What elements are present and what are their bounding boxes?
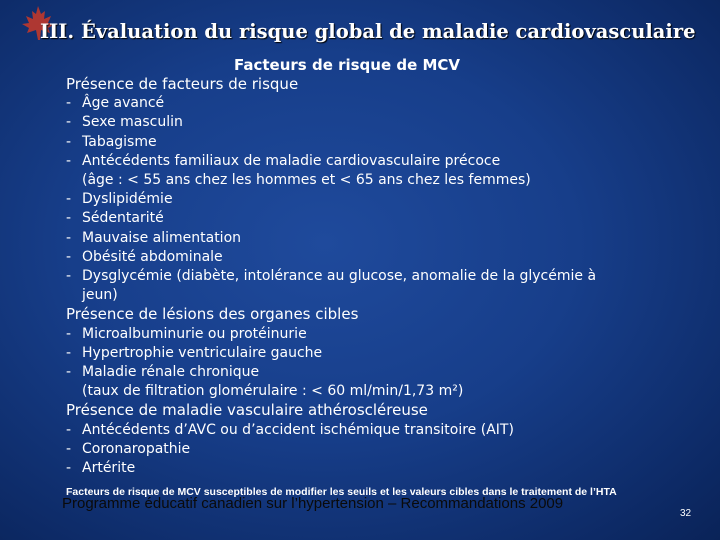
page-number: 32 xyxy=(680,508,692,519)
bullet-dash: - xyxy=(66,133,72,150)
list-item-text: Sédentarité xyxy=(82,210,164,227)
source-citation: Programme éducatif canadien sur l’hypertension – Recommandations 2009 xyxy=(62,495,564,512)
list-item-text: Artérite xyxy=(82,460,136,477)
bullet-dash: - xyxy=(66,152,72,169)
list-item-text: Sexe masculin xyxy=(82,114,183,131)
list-item-text: Obésité abdominale xyxy=(82,248,223,265)
list-item-text: Antécédents d’AVC ou d’accident ischémique transitoire (AIT) xyxy=(82,421,514,438)
section-heading: Présence de maladie vasculaire athéroscléreuse xyxy=(66,401,428,420)
list-item-text: Âge avancé xyxy=(82,95,165,112)
bullet-dash: - xyxy=(66,364,72,381)
bullet-dash: - xyxy=(66,95,72,112)
list-item xyxy=(66,229,706,248)
list-item xyxy=(66,248,706,267)
section-heading: Présence de lésions des organes cibles xyxy=(66,305,359,324)
list-item xyxy=(66,421,706,440)
list-item-text: Microalbuminurie ou protéinurie xyxy=(82,325,307,342)
list-item-text: Dysglycémie (diabète, intolérance au glucose, anomalie de la glycémie à xyxy=(82,268,597,285)
list-item-continuation: (taux de filtration glomérulaire : < 60 ml/min/1,73 m²) xyxy=(82,383,464,400)
list-item xyxy=(66,94,706,113)
list-item xyxy=(66,190,706,209)
bullet-dash: - xyxy=(66,268,72,285)
slide-title: III. Évaluation du risque global de maladie cardiovasculaire xyxy=(40,20,696,43)
risk-factor-list xyxy=(66,75,706,478)
bullet-dash: - xyxy=(66,191,72,208)
bullet-dash: - xyxy=(66,344,72,361)
footnote: Facteurs de risque de MCV susceptibles de modifier les seuils et les valeurs cibles dans le traitement de l’HTA xyxy=(66,486,617,498)
list-item-continuation: jeun) xyxy=(82,287,118,304)
list-item-text: Mauvaise alimentation xyxy=(82,229,242,246)
bullet-dash: - xyxy=(66,325,72,342)
section-heading: Présence de facteurs de risque xyxy=(66,75,299,93)
list-item xyxy=(66,440,706,459)
list-item-text: Coronaropathie xyxy=(82,440,191,457)
list-item-text: Antécédents familiaux de maladie cardiovasculaire précoce xyxy=(82,152,501,169)
bullet-dash: - xyxy=(66,440,72,457)
list-item xyxy=(66,344,706,363)
list-item xyxy=(66,113,706,132)
list-item xyxy=(66,459,706,478)
list-item-text: Dyslipidémie xyxy=(82,191,173,208)
list-item xyxy=(66,152,706,171)
bullet-dash: - xyxy=(66,210,72,227)
bullet-dash: - xyxy=(66,421,72,438)
list-item xyxy=(66,267,706,286)
list-item-text: Maladie rénale chronique xyxy=(82,364,260,381)
list-item xyxy=(66,325,706,344)
bullet-dash: - xyxy=(66,460,72,477)
list-item-continuation: (âge : < 55 ans chez les hommes et < 65 ans chez les femmes) xyxy=(82,172,531,189)
bullet-dash: - xyxy=(66,248,72,265)
list-item xyxy=(66,209,706,228)
slide-subtitle: Facteurs de risque de MCV xyxy=(234,56,461,74)
bullet-dash: - xyxy=(66,229,72,246)
bullet-dash: - xyxy=(66,114,72,131)
list-item xyxy=(66,133,706,152)
list-item xyxy=(66,363,706,382)
list-item-text: Tabagisme xyxy=(82,133,157,150)
list-item-text: Hypertrophie ventriculaire gauche xyxy=(82,344,323,361)
